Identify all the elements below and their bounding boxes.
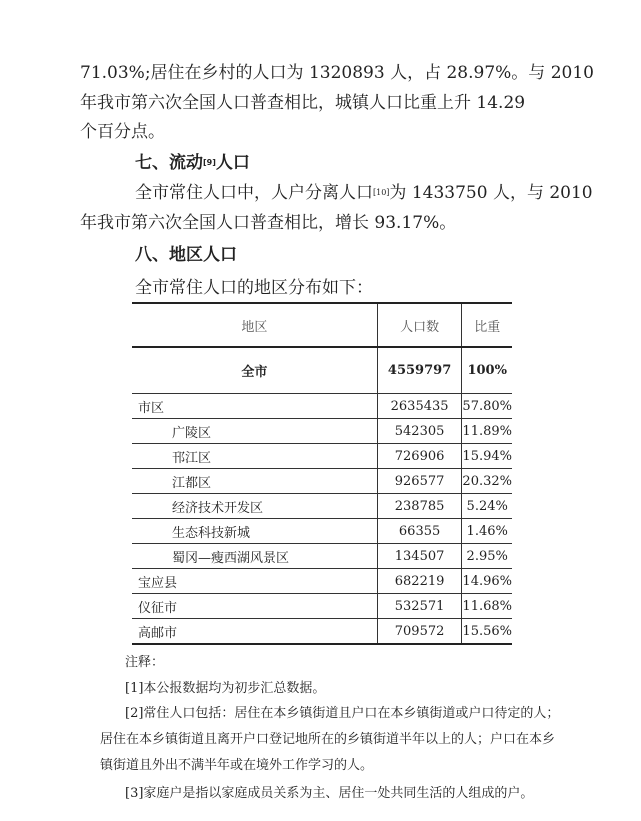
- population-cell: 532571: [377, 594, 462, 619]
- text: 为 1433750 人，与 2010: [389, 183, 593, 203]
- share-cell: 1.46%: [462, 519, 512, 544]
- table-row: [132, 469, 512, 494]
- heading-text: 人口: [215, 153, 250, 173]
- share-cell: 15.56%: [462, 619, 512, 645]
- population-cell: 134507: [377, 544, 462, 569]
- note-2-cont: 居住在本乡镇街道且离开户口登记地所在的乡镇街道半年以上的人；户口在本乡: [100, 732, 556, 747]
- share-cell: 11.89%: [462, 419, 512, 444]
- population-cell: 709572: [377, 619, 462, 645]
- section-heading-8: 八、地区人口: [135, 245, 237, 265]
- header-share: 比重: [462, 303, 512, 347]
- region-population-table: [132, 302, 512, 645]
- population-cell: 238785: [377, 494, 462, 519]
- paragraph-line: 年我市第六次全国人口普查相比，城镇人口比重上升 14.29: [80, 93, 526, 113]
- table-row: [132, 444, 512, 469]
- population-cell: 2635435: [377, 394, 462, 419]
- heading-text: 七、流动: [135, 153, 203, 173]
- table-row: [132, 544, 512, 569]
- region-cell: 宝应县: [132, 569, 377, 594]
- region-cell: 邗江区: [132, 444, 377, 469]
- region-cell: 蜀冈—瘦西湖风景区: [132, 544, 377, 569]
- note-3: [3]家庭户是指以家庭成员关系为主、居住一处共同生活的人组成的户。: [125, 786, 534, 801]
- population-cell: 4559797: [377, 347, 462, 394]
- paragraph-line: 个百分点。: [80, 122, 165, 142]
- paragraph-line: 71.03%;居住在乡村的人口为 1320893 人，占 28.97%。与 2010: [80, 63, 594, 83]
- table-row: [132, 394, 512, 419]
- table-row: [132, 569, 512, 594]
- note-2-cont: 镇街道且外出不满半年或在境外工作学习的人。: [100, 758, 374, 773]
- notes-title: 注释：: [125, 655, 165, 670]
- share-cell: 14.96%: [462, 569, 512, 594]
- table-header-row: [132, 303, 512, 347]
- region-cell: 生态科技新城: [132, 519, 377, 544]
- text: 全市常住人口中，人户分离人口: [135, 183, 373, 203]
- table-row: [132, 619, 512, 645]
- share-cell: 15.94%: [462, 444, 512, 469]
- header-region: 地区: [132, 303, 377, 347]
- region-cell: 全市: [132, 347, 377, 394]
- header-population: 人口数: [377, 303, 462, 347]
- footnote-ref: [9]: [203, 158, 216, 167]
- section-heading-7: [135, 153, 250, 173]
- footnote-ref: [10]: [373, 188, 390, 197]
- paragraph-line: 全市常住人口的地区分布如下：: [135, 278, 373, 298]
- share-cell: 57.80%: [462, 394, 512, 419]
- population-cell: 542305: [377, 419, 462, 444]
- region-cell: 经济技术开发区: [132, 494, 377, 519]
- share-cell: 20.32%: [462, 469, 512, 494]
- table-row: [132, 419, 512, 444]
- population-cell: 66355: [377, 519, 462, 544]
- region-cell: 仪征市: [132, 594, 377, 619]
- table-total-row: [132, 347, 512, 394]
- region-cell: 江都区: [132, 469, 377, 494]
- region-cell: 市区: [132, 394, 377, 419]
- population-cell: 726906: [377, 444, 462, 469]
- table-row: [132, 519, 512, 544]
- share-cell: 5.24%: [462, 494, 512, 519]
- region-cell: 高邮市: [132, 619, 377, 645]
- share-cell: 2.95%: [462, 544, 512, 569]
- share-cell: 11.68%: [462, 594, 512, 619]
- region-cell: 广陵区: [132, 419, 377, 444]
- paragraph-line: [135, 183, 593, 203]
- note-1: [1]本公报数据均为初步汇总数据。: [125, 681, 326, 696]
- table-row: [132, 594, 512, 619]
- population-cell: 682219: [377, 569, 462, 594]
- paragraph-line: 年我市第六次全国人口普查相比，增长 93.17%。: [80, 213, 457, 233]
- note-2: [2]常住人口包括：居住在本乡镇街道且户口在本乡镇街道或户口待定的人；: [125, 706, 560, 721]
- table-row: [132, 494, 512, 519]
- share-cell: 100%: [462, 347, 512, 394]
- population-cell: 926577: [377, 469, 462, 494]
